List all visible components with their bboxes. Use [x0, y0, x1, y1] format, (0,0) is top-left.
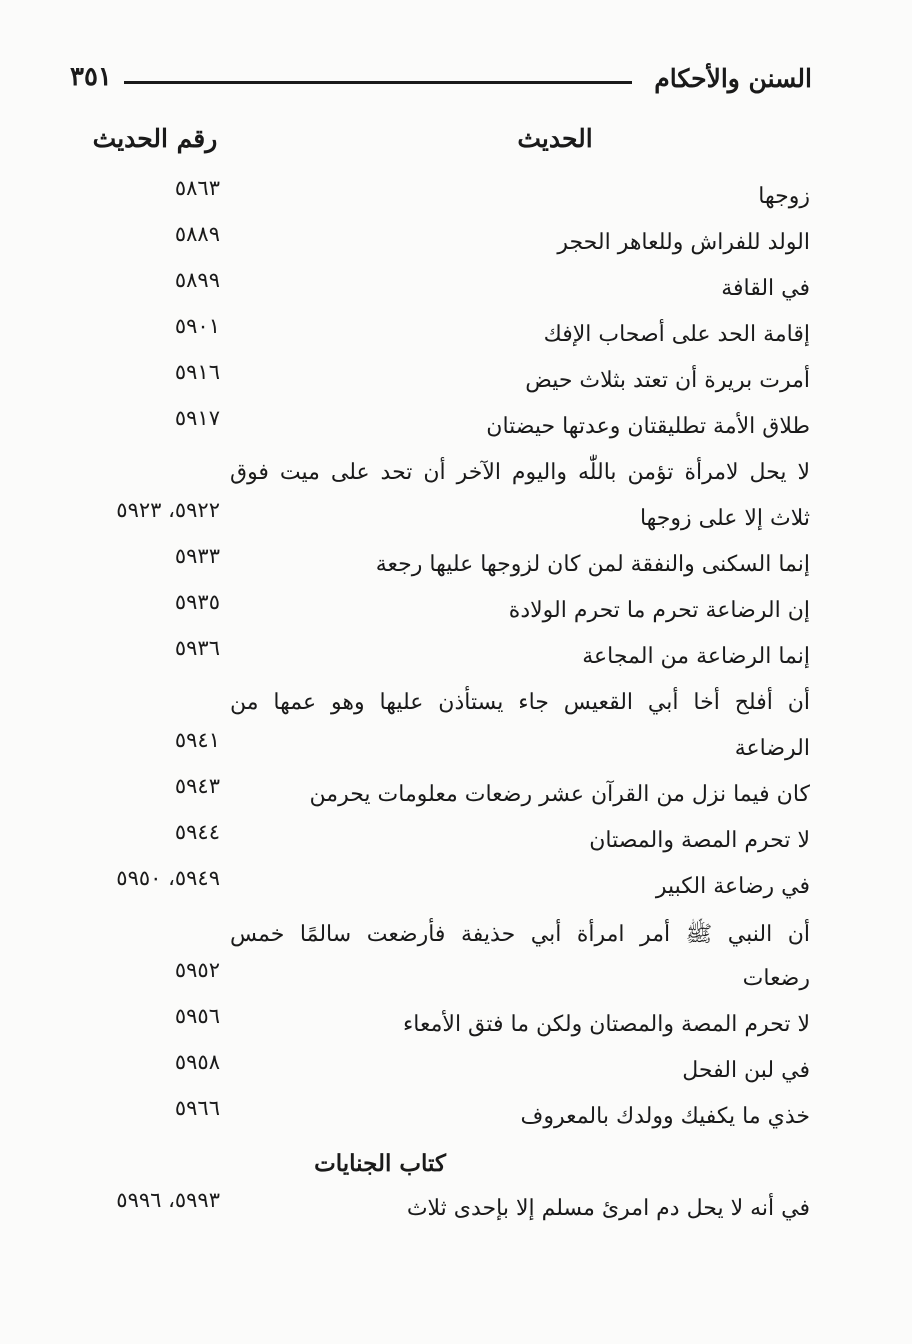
index-row	[70, 176, 810, 222]
hadith-text: أمرت بريرة أن تعتد بثلاث حيض	[525, 368, 810, 393]
hadith-number: ٥٩١٧	[174, 406, 220, 430]
hadith-number: ٥٩٢٢، ٥٩٢٣	[116, 498, 220, 522]
hadith-text: إن الرضاعة تحرم ما تحرم الولادة	[508, 598, 810, 623]
index-row	[70, 590, 810, 636]
index-row	[70, 728, 810, 774]
hadith-text: زوجها	[758, 184, 810, 209]
section-title: كتاب الجنايات	[314, 1150, 446, 1177]
index-row	[70, 636, 810, 682]
index-row	[70, 912, 810, 958]
section-heading	[70, 1142, 810, 1188]
hadith-number: ٥٩٤١	[174, 728, 220, 752]
hadith-text: في أنه لا يحل دم امرئ مسلم إلا بإحدى ثلاث	[406, 1196, 810, 1221]
index-row	[70, 498, 810, 544]
hadith-number: ٥٩٣٦	[174, 636, 220, 660]
index-row	[70, 314, 810, 360]
hadith-number: ٥٩٤٩، ٥٩٥٠	[116, 866, 220, 890]
hadith-number: ٥٩١٦	[174, 360, 220, 384]
hadith-text: لا تحرم المصة والمصتان ولكن ما فتق الأمعاء	[402, 1012, 810, 1037]
index-row	[70, 1050, 810, 1096]
index-row	[70, 958, 810, 1004]
hadith-text: ثلاث إلا على زوجها	[639, 506, 810, 531]
index-row	[70, 774, 810, 820]
index-row	[70, 682, 810, 728]
hadith-text: أن أفلح أخا أبي القعيس جاء يستأذن عليها وهو عمها من	[230, 690, 810, 715]
hadith-text: أن النبي ﷺ أمر امرأة أبي حذيفة فأرضعت سالمًا خمس	[230, 922, 810, 947]
hadith-text: كان فيما نزل من القرآن عشر رضعات معلومات يحرمن	[309, 782, 810, 807]
hadith-text: طلاق الأمة تطليقتان وعدتها حيضتان	[486, 414, 810, 439]
column-header-hadith: الحديث	[517, 124, 593, 153]
hadith-number: ٥٨٨٩	[174, 222, 220, 246]
index-row	[70, 866, 810, 912]
hadith-number: ٥٩٣٥	[174, 590, 220, 614]
hadith-number: ٥٩٥٦	[174, 1004, 220, 1028]
hadith-text: الرضاعة	[734, 736, 810, 761]
hadith-text: في رضاعة الكبير	[655, 874, 810, 899]
index-row	[70, 222, 810, 268]
header-rule	[124, 81, 632, 84]
book-title: السنن والأحكام	[654, 64, 812, 93]
hadith-number: ٥٨٦٣	[174, 176, 220, 200]
hadith-text: الولد للفراش وللعاهر الحجر	[557, 230, 810, 255]
hadith-text: في لبن الفحل	[682, 1058, 810, 1083]
hadith-text: رضعات	[742, 966, 810, 991]
hadith-text: إقامة الحد على أصحاب الإفك	[543, 322, 810, 347]
index-row	[70, 820, 810, 866]
hadith-number: ٥٩٣٣	[174, 544, 220, 568]
index-row	[70, 544, 810, 590]
index-row	[70, 360, 810, 406]
hadith-number: ٥٩٥٨	[174, 1050, 220, 1074]
hadith-text: إنما الرضاعة من المجاعة	[582, 644, 810, 669]
index-row	[70, 1096, 810, 1142]
hadith-text: لا تحرم المصة والمصتان	[589, 828, 810, 853]
index-row	[70, 406, 810, 452]
column-header-hadith-number: رقم الحديث	[92, 124, 218, 153]
hadith-text: خذي ما يكفيك وولدك بالمعروف	[520, 1104, 810, 1129]
hadith-text: لا يحل لامرأة تؤمن باللّٰه واليوم الآخر أن تحد على ميت فوق	[230, 460, 810, 485]
hadith-number: ٥٩٤٣	[174, 774, 220, 798]
index-row	[70, 1004, 810, 1050]
hadith-number: ٥٩٤٤	[174, 820, 220, 844]
hadith-number: ٥٩٠١	[174, 314, 220, 338]
page-number: ٣٥١	[70, 62, 112, 92]
hadith-number: ٥٨٩٩	[174, 268, 220, 292]
hadith-text: إنما السكنى والنفقة لمن كان لزوجها عليها رجعة	[375, 552, 810, 577]
index-row	[70, 1188, 810, 1234]
index-list	[70, 176, 810, 1234]
index-row	[70, 268, 810, 314]
hadith-text: في القافة	[721, 276, 810, 301]
hadith-number: ٥٩٦٦	[174, 1096, 220, 1120]
running-header	[70, 60, 812, 104]
hadith-number: ٥٩٩٣، ٥٩٩٦	[116, 1188, 220, 1212]
hadith-number: ٥٩٥٢	[174, 958, 220, 982]
index-row	[70, 452, 810, 498]
